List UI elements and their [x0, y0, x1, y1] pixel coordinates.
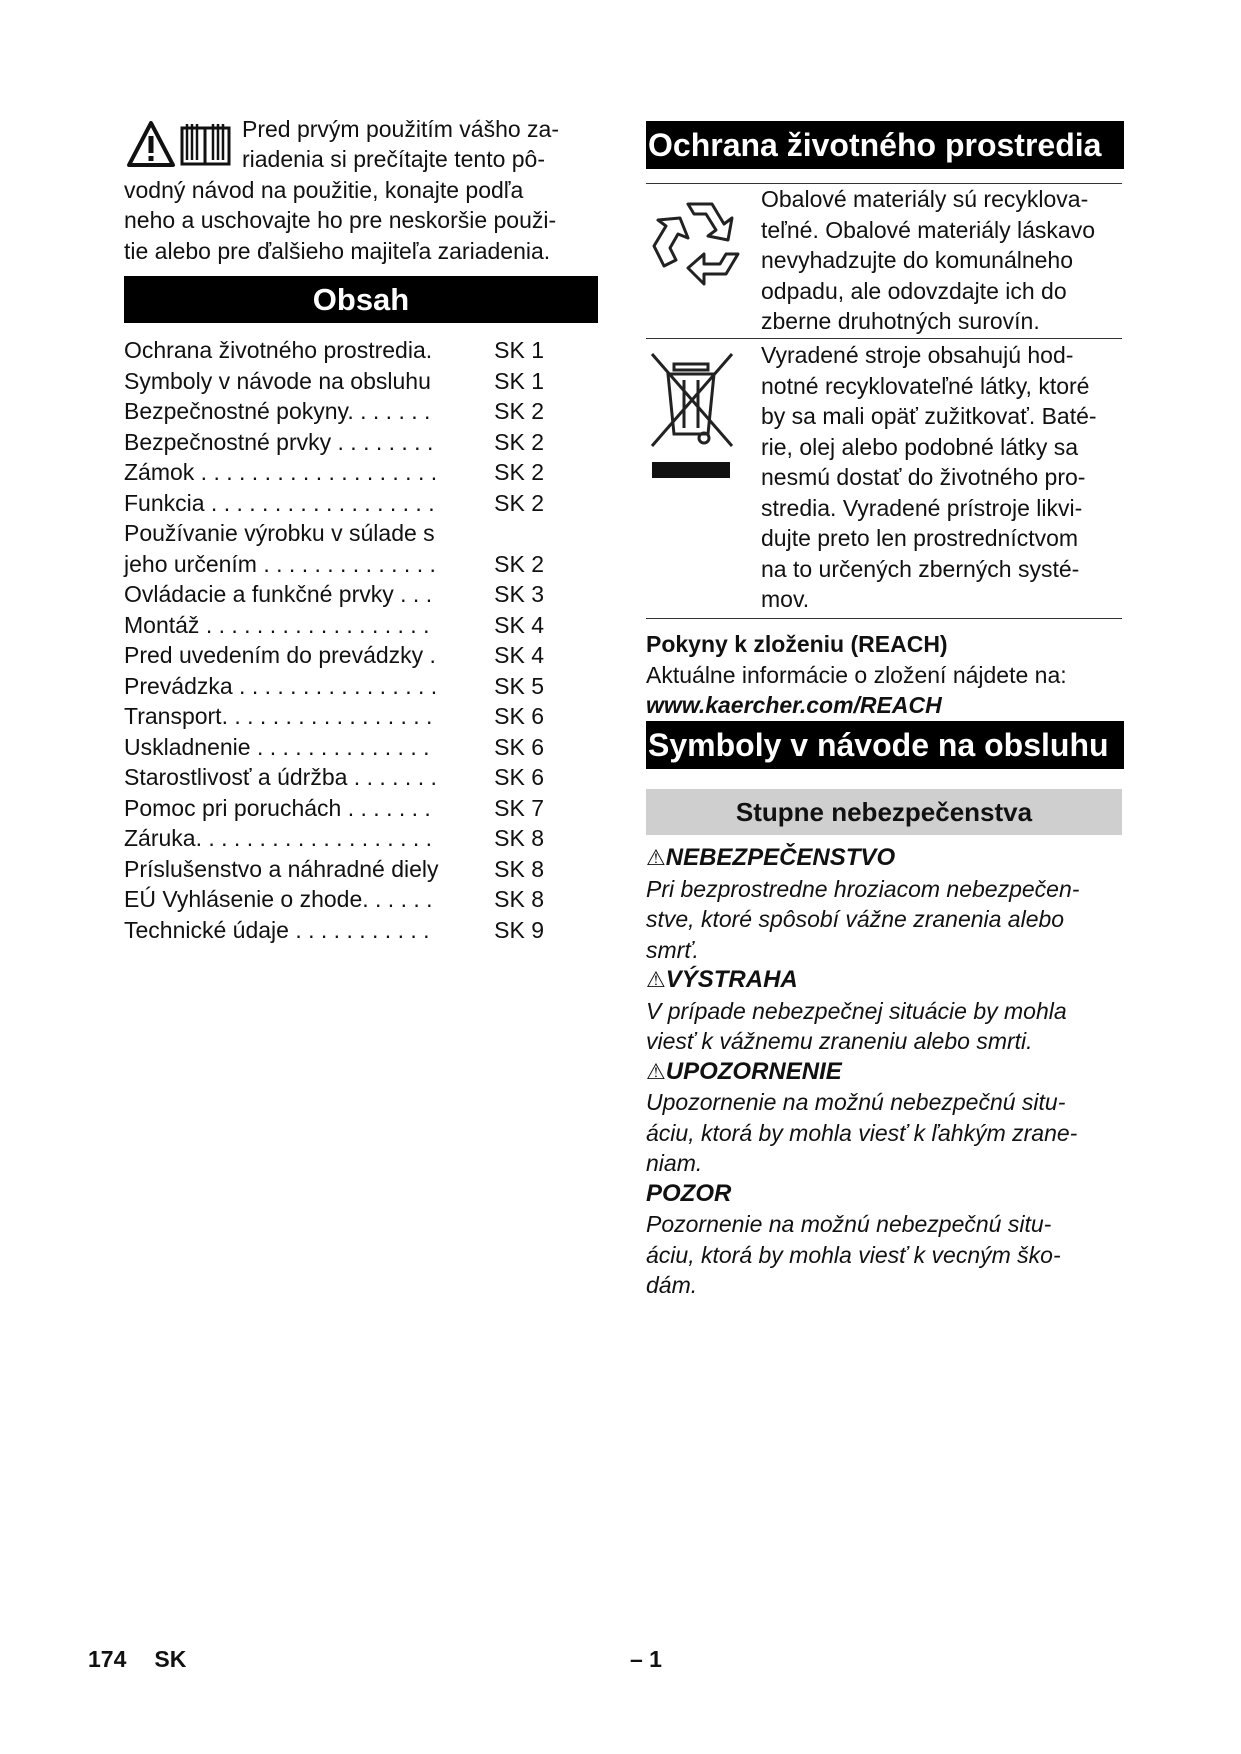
toc-entry-title: Pred uvedením do prevádzky .: [124, 642, 436, 668]
footer-page-info: [88, 1646, 214, 1673]
toc-entry-title: Starostlivosť a údržba . . . . . . .: [124, 764, 437, 790]
reach-text: Aktuálne informácie o zložení nájdete na:: [646, 661, 1067, 688]
toc-entry[interactable]: [124, 884, 544, 915]
toc-entry-page: SK 6: [494, 703, 544, 729]
toc-entry-page: SK 1: [494, 337, 544, 363]
toc-entry[interactable]: [124, 366, 544, 397]
hazard-level-heading: [646, 965, 1136, 996]
packaging-line: odpadu, ale odovzdajte ich do: [761, 277, 1067, 304]
toc-entry-page: SK 4: [494, 642, 544, 668]
toc-entry[interactable]: [124, 823, 544, 854]
disposal-line: by sa mali opäť zužitkovať. Baté-: [761, 403, 1097, 429]
reach-link[interactable]: www.kaercher.com/REACH: [646, 692, 942, 718]
intro-line-2: riadenia si prečítajte tento pô-: [242, 146, 546, 172]
disposal-line: na to určených zberných systé-: [761, 555, 1080, 582]
warning-book-icons: [127, 120, 235, 170]
environment-heading: Ochrana životného prostredia: [646, 121, 1124, 169]
obsah-heading: Obsah: [124, 276, 598, 323]
toc-entry-title: Ochrana životného prostredia.: [124, 337, 433, 363]
page-number: 174: [88, 1646, 127, 1672]
toc-entry[interactable]: [124, 396, 544, 427]
toc-entry[interactable]: [124, 579, 544, 610]
hazard-level-description: dám.: [646, 1272, 698, 1298]
toc-entry-page: SK 9: [494, 916, 544, 943]
toc-entry-title: Príslušenstvo a náhradné diely: [124, 855, 439, 882]
hazard-level-description: viesť k vážnemu zraneniu alebo smrti.: [646, 1028, 1033, 1054]
warning-triangle-icon: ⚠: [646, 1058, 666, 1084]
toc-entry-title: Uskladnenie . . . . . . . . . . . . . .: [124, 733, 430, 760]
intro-line-3: vodný návod na použitie, konajte podľa: [124, 177, 524, 203]
toc-entry-title: Bezpečnostné prvky . . . . . . . .: [124, 428, 434, 455]
toc-entry[interactable]: [124, 793, 544, 824]
toc-entry-title: EÚ Vyhlásenie o zhode. . . . . .: [124, 886, 433, 912]
hazard-level-description: stve, ktoré spôsobí vážne zranenia alebo: [646, 906, 1065, 932]
packaging-line: zberne druhotných surovín.: [761, 308, 1040, 334]
toc-entry-page: SK 2: [494, 550, 544, 577]
toc-entry[interactable]: [124, 671, 544, 702]
toc-entry[interactable]: [124, 640, 544, 671]
manual-book-icon: [182, 124, 229, 164]
hazard-level-description: Pri bezprostredne hroziacom nebezpečen-: [646, 875, 1080, 902]
toc-entry[interactable]: [124, 610, 544, 641]
hazard-level-description: smrť.: [646, 936, 699, 963]
toc-entry-title: Transport. . . . . . . . . . . . . . . . .: [124, 703, 433, 729]
hazard-levels-subheading: Stupne nebezpečenstva: [646, 789, 1122, 835]
toc-entry-page: SK 2: [494, 398, 544, 424]
hazard-level-description: niam.: [646, 1150, 703, 1176]
hazard-levels: [646, 843, 1136, 1301]
symbols-heading: Symboly v návode na obsluhu: [646, 721, 1124, 769]
recycling-icon: [650, 196, 750, 292]
toc-entry[interactable]: [124, 488, 544, 519]
toc-entry-page: SK 1: [494, 367, 544, 394]
disposal-text: [761, 340, 1133, 615]
toc-entry-title: Pomoc pri poruchách . . . . . . .: [124, 794, 431, 821]
toc-entry-page: SK 3: [494, 581, 544, 607]
toc-entry-title: Prevádzka . . . . . . . . . . . . . . . .: [124, 672, 438, 699]
intro-line-5: tie alebo pre ďalšieho majiteľa zariadenia.: [124, 238, 551, 264]
toc-entry-page: SK 8: [494, 886, 544, 912]
packaging-text: [761, 184, 1133, 337]
hazard-level-title: POZOR: [646, 1179, 732, 1207]
toc-entry[interactable]: [124, 915, 544, 946]
toc-entry[interactable]: [124, 335, 544, 366]
language-code: SK: [154, 1646, 187, 1672]
hazard-level-heading: [646, 843, 1136, 874]
toc-entry-title: Symboly v návode na obsluhu: [124, 367, 431, 394]
toc-entry-page: SK 8: [494, 855, 544, 882]
footer-section-page: – 1: [630, 1646, 662, 1672]
packaging-line: Obalové materiály sú recyklova-: [761, 186, 1089, 212]
disposal-line: Vyradené stroje obsahujú hod-: [761, 342, 1074, 368]
toc-entry-page: SK 4: [494, 611, 544, 638]
disposal-line: rie, olej alebo podobné látky sa: [761, 433, 1079, 460]
toc-entry-title: Ovládacie a funkčné prvky . . .: [124, 581, 433, 607]
divider: [646, 618, 1122, 619]
hazard-level-description: áciu, ktorá by mohla viesť k ľahkým zrane-: [646, 1119, 1078, 1146]
table-of-contents: [124, 335, 544, 945]
hazard-level-description: Pozornenie na možnú nebezpečnú situ-: [646, 1211, 1052, 1237]
warning-triangle-icon: [127, 120, 235, 170]
disposal-line: nesmú dostať do životného pro-: [761, 464, 1086, 490]
hazard-level-heading: [646, 1179, 1136, 1210]
toc-entry[interactable]: [124, 762, 544, 793]
toc-entry[interactable]: [124, 732, 544, 763]
toc-entry[interactable]: [124, 854, 544, 885]
disposal-line: dujte preto len prostredníctvom: [761, 525, 1079, 551]
intro-line-4: neho a uschovajte ho pre neskoršie použi-: [124, 207, 557, 233]
toc-entry-title: jeho určením . . . . . . . . . . . . . .: [124, 550, 436, 577]
toc-entry-title: Zámok . . . . . . . . . . . . . . . . . . .: [124, 459, 438, 485]
toc-entry-page: SK 2: [494, 489, 544, 516]
hazard-level-heading: [646, 1057, 1136, 1088]
disposal-line: stredia. Vyradené prístroje likvi-: [761, 494, 1083, 521]
crossed-bin-icon: [648, 350, 736, 482]
toc-entry-title: Montáž . . . . . . . . . . . . . . . . . .: [124, 611, 430, 638]
toc-entry-title: Používanie výrobku v súlade s: [124, 520, 435, 546]
toc-entry[interactable]: [124, 549, 544, 580]
toc-entry-page: SK 5: [494, 672, 544, 699]
warning-triangle-icon: ⚠: [646, 967, 666, 992]
toc-entry-page: SK 7: [494, 794, 544, 821]
hazard-level-description: áciu, ktorá by mohla viesť k vecným ško-: [646, 1241, 1061, 1268]
toc-entry-title: Funkcia . . . . . . . . . . . . . . . . . .: [124, 489, 435, 516]
toc-entry-title: Bezpečnostné pokyny. . . . . . .: [124, 398, 431, 424]
disposal-line: mov.: [761, 586, 810, 612]
divider: [646, 338, 1122, 339]
toc-entry[interactable]: [124, 518, 544, 549]
toc-entry[interactable]: [124, 427, 544, 458]
warning-triangle-icon: ⚠: [646, 845, 666, 870]
hazard-level-title: UPOZORNENIE: [665, 1057, 842, 1085]
intro-line-1: Pred prvým použitím vášho za-: [242, 116, 560, 142]
reach-section: [646, 629, 1126, 721]
reach-heading: Pokyny k zloženiu (REACH): [646, 631, 948, 657]
packaging-line: nevyhadzujte do komunálneho: [761, 247, 1074, 273]
toc-entry-page: SK 2: [494, 459, 544, 485]
hazard-level-title: VÝSTRAHA: [665, 966, 798, 993]
hazard-level-description: V prípade nebezpečnej situácie by mohla: [646, 997, 1067, 1024]
toc-entry-title: Záruka. . . . . . . . . . . . . . . . . . .: [124, 825, 433, 851]
toc-entry-page: SK 8: [494, 825, 544, 851]
toc-entry-page: SK 6: [494, 733, 544, 760]
hazard-level-description: Upozornenie na možnú nebezpečnú situ-: [646, 1089, 1066, 1115]
toc-entry-page: SK 6: [494, 764, 544, 790]
toc-entry[interactable]: [124, 701, 544, 732]
toc-entry-page: SK 2: [494, 428, 544, 455]
toc-entry[interactable]: [124, 457, 544, 488]
packaging-line: teľné. Obalové materiály láskavo: [761, 216, 1095, 243]
disposal-line: notné recyklovateľné látky, ktoré: [761, 372, 1090, 399]
toc-entry-title: Technické údaje . . . . . . . . . . .: [124, 916, 430, 943]
hazard-level-title: NEBEZPEČENSTVO: [665, 844, 896, 871]
